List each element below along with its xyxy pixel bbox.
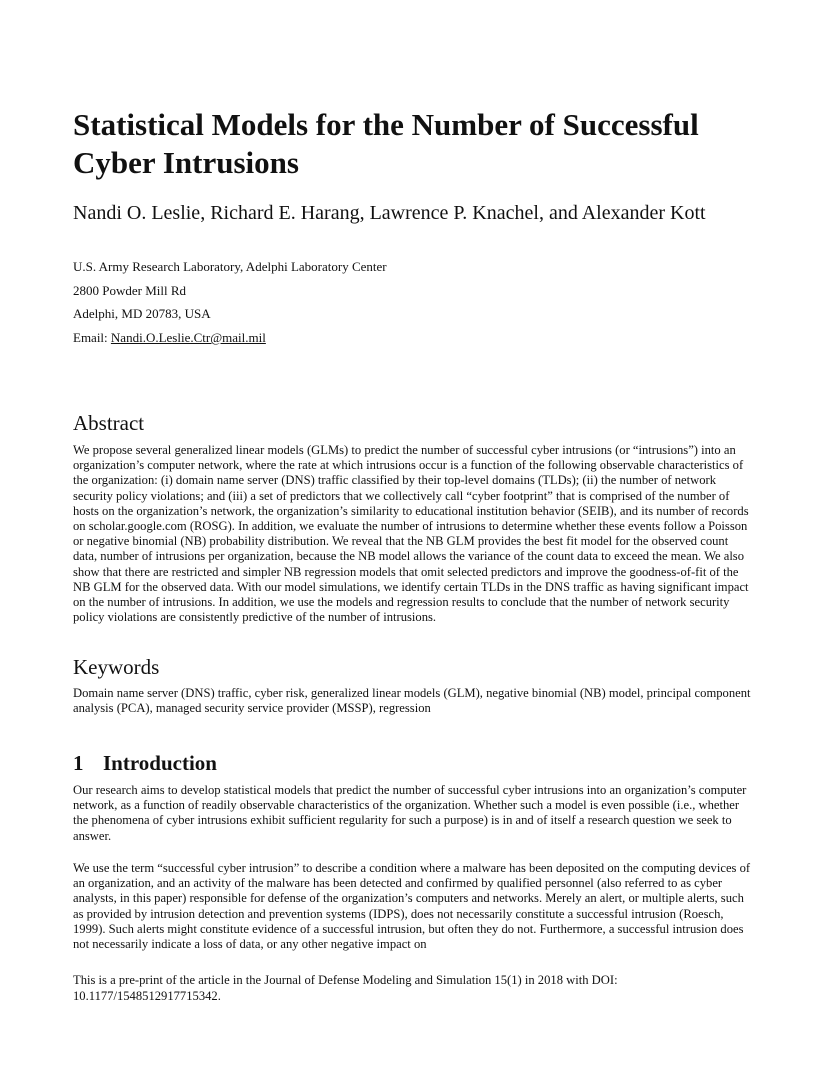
affiliation-city: Adelphi, MD 20783, USA: [73, 306, 211, 321]
introduction-paragraph-1: Our research aims to develop statistical models that predict the number of successful cyber intrusions into an organization’s computer network, as a function of readily observable characteristics of the organization. Whether such a model is even possible (i.e., whether the phenomena of cyber intrusions exhibit sufficient regularity for such a purpose) is in and of itself a research question we seek to answer.: [73, 783, 747, 843]
email-link[interactable]: Nandi.O.Leslie.Ctr@mail.mil: [110, 330, 266, 345]
keywords-text: Domain name server (DNS) traffic, cyber risk, generalized linear models (GLM), negative binomial (NB) model, principal component analysis (PCA), managed security service provider (MSSP), regression: [73, 686, 751, 716]
author-list: Nandi O. Leslie, Richard E. Harang, Lawrence P. Knachel, and Alexander Kott: [73, 202, 706, 224]
email-label: Email:: [73, 330, 111, 345]
abstract-heading: Abstract: [73, 411, 145, 435]
affiliation-street: 2800 Powder Mill Rd: [73, 283, 187, 298]
section-title: Introduction: [103, 751, 217, 775]
preprint-note: This is a pre-print of the article in the Journal of Defense Modeling and Simulation 15(1) in 2018 with DOI: 10.1177/1548512917715342.: [73, 973, 618, 1003]
abstract-text: We propose several generalized linear models (GLMs) to predict the number of successful cyber intrusions (or “intrusions”) into an organization’s computer network, where the rate at which intrusions occur is a function of the following observable characteristics of the organization: (i) domain name server (DNS) traffic classified by their top-level domains (TLDs); (ii) the number of network security policy violations; and (iii) a set of predictors that we collectively call “cyber footprint” that is comprised of the number of hosts on the organization’s network, the organization’s similarity to educational institution behavior (SEIB), and its number of records on scholar.google.com (ROSG). In addition, we evaluate the number of intrusions to determine whether these events follow a Poisson or negative binomial (NB) probability distribution. We reveal that the NB GLM provides the best fit model for the observed count data, number of intrusions per organization, because the NB model allows the variance of the count data to exceed the mean. We also show that there are restricted and simpler NB regression models that omit selected predictors and improve the goodness-of-fit of the NB GLM for the observed data. With our model simulations, we identify certain TLDs in the DNS traffic as having significant impact on the number of intrusions. In addition, we use the models and regression results to conclude that the number of network security policy violations are consistently predictive of the number of intrusions.: [73, 443, 749, 625]
keywords-heading: Keywords: [73, 655, 160, 679]
introduction-paragraph-2: We use the term “successful cyber intrusion” to describe a condition where a malware has been deposited on the computing devices of an organization, and an activity of the malware has been detected and confirmed by qualified personnel (also referred to as cyber analysts, in this paper) responsible for defense of the organization’s computers and networks. Merely an alert, or multiple alerts, such as provided by intrusion detection and prevention systems (IDPS), does not necessarily constitute a successful intrusion (Roesch, 1999). Such alerts might constitute evidence of a successful intrusion, but often they do not. Furthermore, a successful intrusion does not necessarily indicate a loss of data, or any other negative impact on: [73, 861, 751, 952]
introduction-heading: [73, 750, 217, 776]
email-line: [73, 330, 266, 346]
paper-title: Statistical Models for the Number of Successful Cyber Intrusions: [73, 107, 699, 180]
section-number: 1: [73, 751, 84, 775]
affiliation-institution: U.S. Army Research Laboratory, Adelphi Laboratory Center: [73, 259, 387, 274]
